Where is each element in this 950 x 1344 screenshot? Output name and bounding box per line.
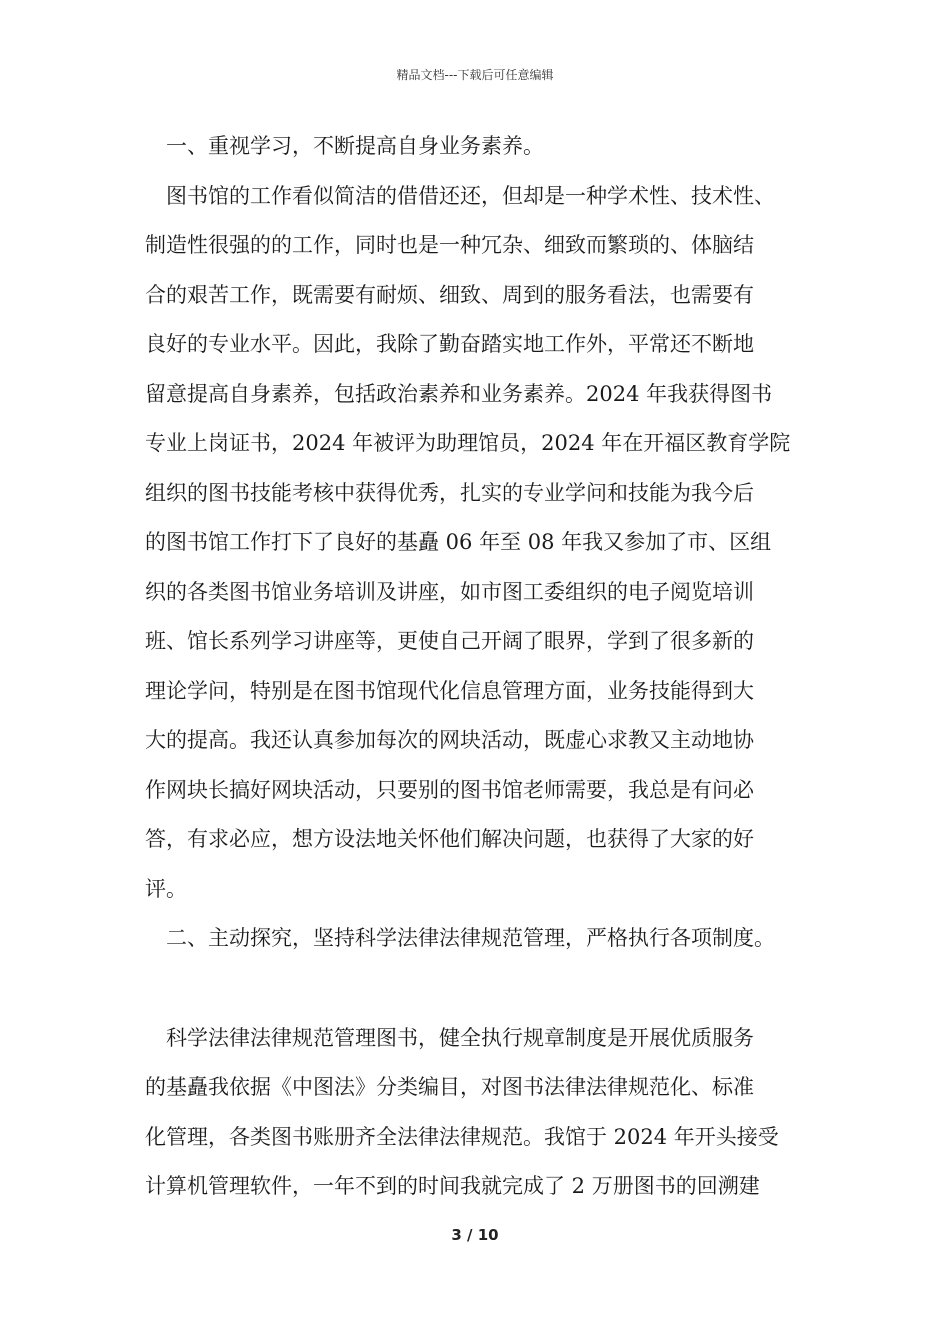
text-line: 组织的图书技能考核中获得优秀，扎实的专业学问和技能为我今后 — [145, 480, 754, 505]
text-line: 的基矗我依据《中图法》分类编目，对图书法律法律规范化、标准 — [145, 1075, 754, 1099]
text-line: 一、重视学习，不断提高自身业务素养。 — [166, 134, 544, 158]
text-line: 计算机管理软件，一年不到的时间我就完成了 2 万册图书的回溯建 — [145, 1174, 760, 1198]
text-line: 班、馆长系列学习讲座等，更使自己开阔了眼界，学到了很多新的 — [145, 629, 754, 653]
text-line: 合的艰苦工作，既需要有耐烦、细致、周到的服务看法，也需要有 — [145, 282, 754, 307]
text-line: 化管理，各类图书账册齐全法律法律规范。我馆于 2024 年开头接受 — [145, 1124, 779, 1149]
document-body — [145, 122, 830, 1212]
text-line: 理论学问，特别是在图书馆现代化信息管理方面，业务技能得到大 — [145, 678, 754, 703]
text-line: 答，有求必应，想方设法地关怀他们解决问题，也获得了大家的好 — [145, 827, 754, 851]
page-separator: / — [467, 1226, 473, 1244]
page-total: 10 — [477, 1226, 499, 1244]
text-line: 评。 — [145, 876, 187, 901]
text-line: 专业上岗证书，2024 年被评为助理馆员，2024 年在开福区教育学院 — [145, 431, 791, 455]
paragraph-gap — [145, 964, 830, 1014]
text-line: 大的提高。我还认真参加每次的网块活动，既虚心求教又主动地协 — [145, 728, 754, 752]
paragraph-body-2 — [145, 1014, 830, 1212]
text-line: 科学法律法律规范管理图书，健全执行规章制度是开展优质服务 — [166, 1025, 754, 1050]
page-current: 3 — [451, 1226, 462, 1244]
text-line: 织的各类图书馆业务培训及讲座，如市图工委组织的电子阅览培训 — [145, 579, 754, 604]
text-line: 作网块长搞好网块活动，只要别的图书馆老师需要，我总是有问必 — [145, 777, 754, 802]
page-header — [0, 66, 950, 83]
header-text: 精品文档---下载后可任意编辑 — [396, 68, 554, 82]
text-line: 二、主动探究，坚持科学法律法律规范管理，严格执行各项制度。 — [166, 926, 775, 950]
paragraph-heading-2 — [145, 914, 830, 964]
page-number — [0, 1226, 950, 1244]
paragraph-body-1 — [145, 172, 830, 915]
text-line: 制造性很强的的工作，同时也是一种冗杂、细致而繁琐的、体脑结 — [145, 233, 754, 257]
text-line: 的图书馆工作打下了良好的基矗 06 年至 08 年我又参加了市、区组 — [145, 530, 772, 554]
paragraph-heading-1 — [145, 122, 830, 172]
text-line: 图书馆的工作看似简洁的借借还还，但却是一种学术性、技术性、 — [166, 183, 775, 208]
text-line: 良好的专业水平。因此，我除了勤奋踏实地工作外，平常还不断地 — [145, 332, 754, 356]
text-line: 留意提高自身素养，包括政治素养和业务素养。2024 年我获得图书 — [145, 381, 773, 406]
